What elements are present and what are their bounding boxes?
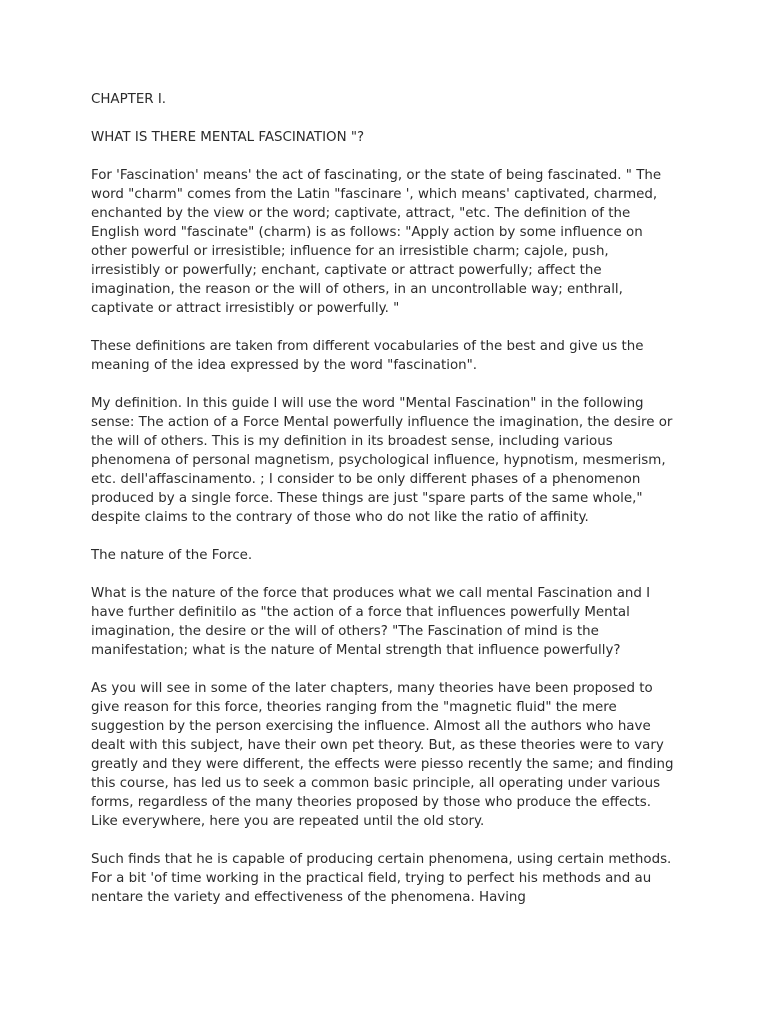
paragraph-nature-question: What is the nature of the force that produces what we call mental Fascination and I have further definitilo as "the action of a force that influences powerfully Mental imagination, the desire or the will of others? "The Fascination of mind is the manifestation; what is the nature of Mental strength that influence powerfully? [91, 586, 651, 658]
paragraph-definitions-source: These definitions are taken from different vocabularies of the best and give us the meaning of the idea expressed by the word "fascination". [91, 339, 644, 373]
paragraph-phenomena-methods: Such finds that he is capable of producing certain phenomena, using certain methods. For a bit 'of time working in the practical field, trying to perfect his methods and au nentare the variety and effectiveness of the phenomena. Having [91, 852, 672, 905]
document-body [91, 90, 681, 926]
section-title: WHAT IS THERE MENTAL FASCINATION "? [91, 130, 365, 145]
paragraph-my-definition: My definition. In this guide I will use the word "Mental Fascination" in the following sense: The action of a Force Mental powerfully influence the imagination, the desire or the will of others. This is my definition in its broadest sense, including various phenomena of personal magnetism, psychological influence, hypnotism, mesmerism, etc. dell'affascinamento. ; I consider to be only different phases of a phenomenon produced by a single force. These things are just "spare parts of the same whole," despite claims to the contrary of those who do not like the ratio of affinity. [91, 396, 673, 525]
paragraph-fascination-definition: For 'Fascination' means' the act of fascinating, or the state of being fascinated. " The word "charm" comes from the Latin "fascinare ', which means' captivated, charmed, enchanted by the view or the word; captivate, attract, "etc. The definition of the English word "fascinate" (charm) is as follows: "Apply action by some influence on other powerful or irresistible; influence for an irresistible charm; cajole, push, irresistibly or powerfully; enchant, captivate or attract powerfully; affect the imagination, the reason or the will of others, in an uncontrollable way; enthrall, captivate or attract irresistibly or powerfully. " [91, 168, 662, 316]
chapter-heading: CHAPTER I. [91, 92, 167, 107]
subheading-nature-of-force: The nature of the Force. [91, 548, 253, 563]
paragraph-theories: As you will see in some of the later chapters, many theories have been proposed to give reason for this force, theories ranging from the "magnetic fluid" the mere suggestion by the person exercising the influence. Almost all the authors who have dealt with this subject, have their own pet theory. But, as these theories were to vary greatly and they were different, the effects were piesso recently the same; and finding this course, has led us to seek a common basic principle, all operating under various forms, regardless of the many theories proposed by those who produce the effects. Like everywhere, here you are repeated until the old story. [91, 681, 674, 829]
